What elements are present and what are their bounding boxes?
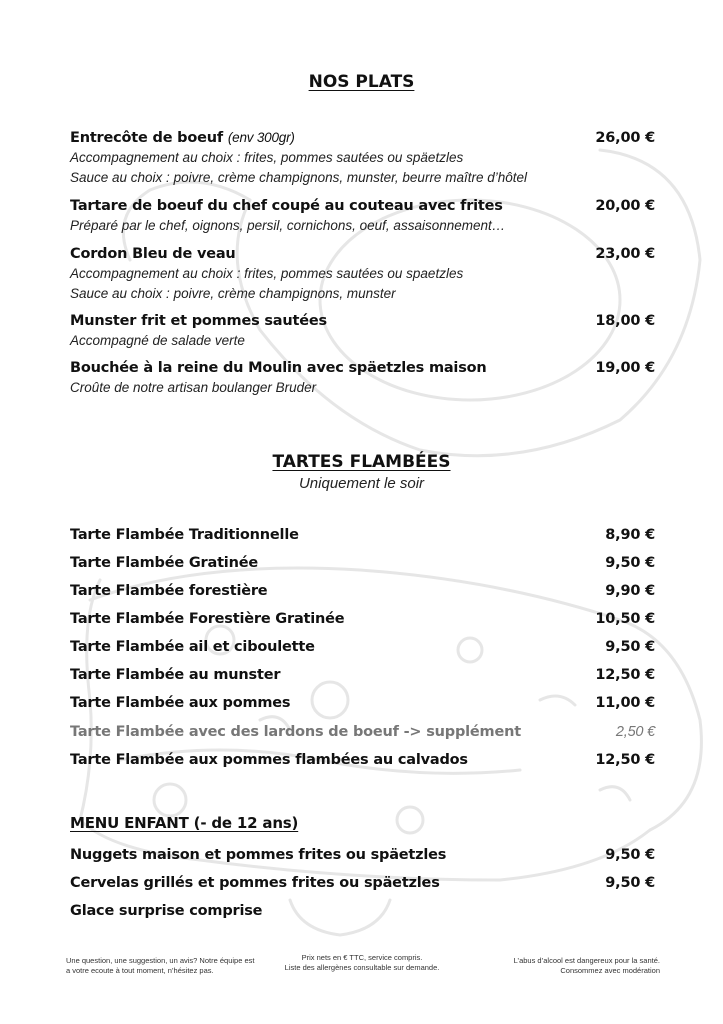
tarte-price: 9,50 € [605,555,655,571]
tarte-name: Tarte Flambée aux pommes flambées au calvados [70,752,468,768]
tarte-name: Tarte Flambée forestière [70,583,268,599]
dish-description: Sauce au choix : poivre, crème champignons, munster, beurre maître d’hôtel [70,170,527,185]
kids-row [70,899,655,923]
tarte-price: 12,50 € [595,667,655,683]
dish-name: Munster frit et pommes sautées [70,313,327,329]
tarte-row-supplement [70,720,655,744]
tarte-name: Tarte Flambée Traditionnelle [70,527,299,543]
dish-price: 18,00 € [595,313,655,329]
kids-item-name: Glace surprise comprise [70,903,263,919]
dish-name: Entrecôte de boeuf [70,130,223,146]
dish-name: Cordon Bleu de veau [70,246,236,262]
tarte-name: Tarte Flambée ail et ciboulette [70,639,315,655]
dish-note: (env 300gr) [227,130,295,145]
dish-description: Croûte de notre artisan boulanger Bruder [70,380,317,395]
dish-item [70,244,655,304]
kids-item-name: Cervelas grillés et pommes frites ou späetzles [70,875,440,891]
tarte-name: Tarte Flambée aux pommes [70,695,291,711]
footer-line: a votre ecoute à tout moment, n’hésitez pas. [66,966,214,975]
dish-price: 19,00 € [595,360,655,376]
dish-price: 20,00 € [595,198,655,214]
dish-description: Accompagné de salade verte [70,333,245,348]
tarte-price: 11,00 € [595,695,655,711]
footer-line: Une question, une suggestion, un avis? Notre équipe est [66,956,255,965]
footer-line: Prix nets en € TTC, service compris. [301,953,423,962]
section-subtitle: Uniquement le soir [298,475,425,492]
dish-item [70,358,655,398]
dish-item [70,196,655,236]
dish-price: 23,00 € [595,246,655,262]
dish-description: Accompagnement au choix : frites, pommes sautées ou späetzles [70,150,464,165]
kids-row [70,871,655,895]
tarte-price: 8,90 € [605,527,655,543]
tarte-row [70,691,655,715]
kids-price: 9,50 € [605,875,655,891]
kids-price: 9,50 € [605,847,655,863]
dish-description: Accompagnement au choix : frites, pommes sautées ou spaetzles [70,266,464,281]
dish-description: Sauce au choix : poivre, crème champignons, munster [70,286,396,301]
tarte-price: 12,50 € [595,752,655,768]
dish-item [70,311,655,351]
tarte-price: 2,50 € [615,724,655,740]
section-title-plats: NOS PLATS [308,72,415,92]
dish-item [70,128,655,188]
tarte-price: 9,50 € [605,639,655,655]
footer-right [470,956,660,976]
tarte-name: Tarte Flambée au munster [70,667,281,683]
section-title-enfant: MENU ENFANT (- de 12 ans) [70,814,299,832]
kids-row [70,843,655,867]
dish-name: Bouchée à la reine du Moulin avec späetzles maison [70,360,487,376]
footer-left [66,956,276,976]
kids-item-name: Nuggets maison et pommes frites ou späetzles [70,847,447,863]
tarte-row [70,579,655,603]
footer-line: Consommez avec modération [560,966,660,975]
tarte-row [70,607,655,631]
footer-center [262,953,462,973]
tarte-name: Tarte Flambée Forestière Gratinée [70,611,345,627]
dish-description: Préparé par le chef, oignons, persil, cornichons, oeuf, assaisonnement… [70,218,506,233]
tarte-name: Tarte Flambée Gratinée [70,555,258,571]
tarte-row [70,523,655,547]
dish-name: Tartare de boeuf du chef coupé au couteau avec frites [70,198,503,214]
tarte-row [70,663,655,687]
tarte-price: 9,90 € [605,583,655,599]
tarte-row [70,748,655,772]
tarte-price: 10,50 € [595,611,655,627]
tarte-row [70,551,655,575]
tarte-row [70,635,655,659]
footer-line: L’abus d’alcool est dangereux pour la santé. [513,956,660,965]
dish-price: 26,00 € [595,130,655,146]
footer-line: Liste des allergènes consultable sur demande. [284,963,440,972]
tarte-name: Tarte Flambée avec des lardons de boeuf -> supplément [70,724,521,740]
section-title-tartes: TARTES FLAMBÉES [272,452,451,472]
